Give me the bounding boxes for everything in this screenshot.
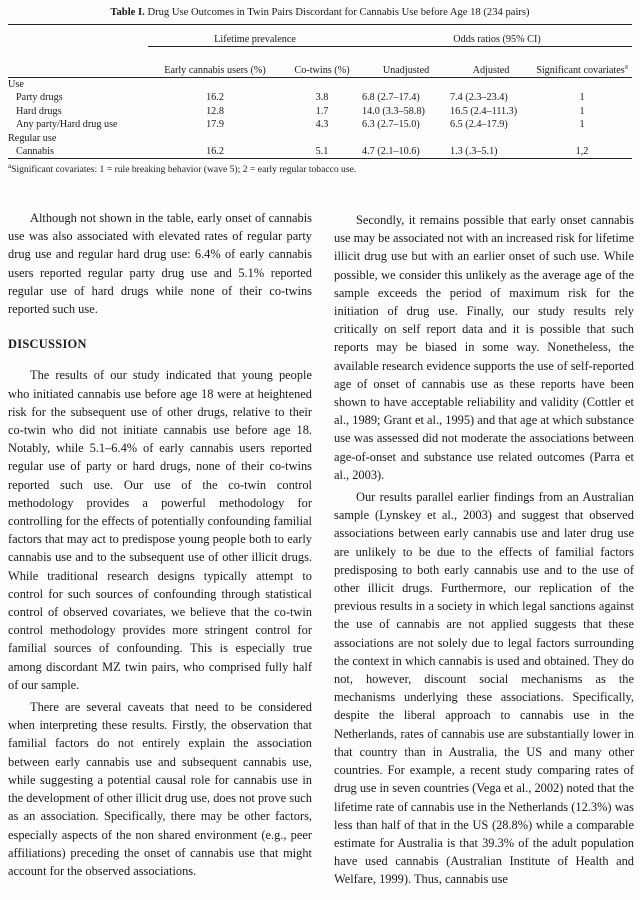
table-row <box>8 145 632 159</box>
group-header-lifetime: Lifetime prevalence <box>148 25 362 47</box>
cell-early: 17.9 <box>206 119 224 131</box>
cell-unadjusted: 14.0 (3.3–58.8) <box>362 105 425 117</box>
table-row <box>8 91 632 104</box>
table-footnote: $^a$Significant covariates: 1 = rule breaking behavior (wave 5); 2 = early regular tobacco use. <box>8 162 357 176</box>
row-label: Any party/Hard drug use <box>16 119 118 131</box>
paragraph: Our results parallel earlier findings from an Australian sample (Lynskey et al., 2003) and suggest that observed associations between early cannabis use and later drug use are unlikely to be due to the effects of familial factors predisposing to both early cannabis use and to the use of other illicit drugs. Furthermore, our replication of the previous results in a society in which legal sanctions against the use of cannabis are not applied suggests that these associations are not solely due to legal factors surrounding the context in which cannabis is used and obtained. They do not, however, discount social mechanisms as the mechanisms underlying these associations. Specifically, despite the liberal approach to cannabis use in the Netherlands, rates of cannabis use are substantially lower in that country than in Australia, the US and many other countries. For example, a recent study comparing rates of drug use in seven countries (Vega et al., 2002) noted that the lifetime rate of cannabis use in the Netherlands (12.3%) was less than half of that in the US (28.8%) while a comparable estimate for Australia is that 39.3% of the adult population have used cannabis (Australian Institute of Health and Welfare, 1999). Thus, cannabis use <box>334 490 634 887</box>
cell-adjusted: 7.4 (2.3–23.4) <box>450 92 508 104</box>
cell-early: 16.2 <box>148 145 282 159</box>
col-header-adjusted: Adjusted <box>450 47 532 78</box>
cell-cotwins: 5.1 <box>282 145 362 159</box>
row-label: Cannabis <box>8 145 148 159</box>
cell-early: 16.2 <box>206 92 224 104</box>
row-label: Party drugs <box>16 92 63 104</box>
table-body <box>8 25 632 159</box>
cell-adjusted: 16.5 (2.4–111.3) <box>450 105 518 117</box>
group-header-odds: Odds ratios (95% CI) <box>362 25 632 47</box>
col-header-cotwins: Co-twins (%) <box>282 47 362 78</box>
cell-significant: 1,2 <box>532 145 632 159</box>
cell-cotwins: 1.7 <box>315 105 329 117</box>
section-label-regular: Regular use <box>8 132 57 144</box>
left-column <box>8 209 312 880</box>
paragraph: The results of our study indicated that young people who initiated cannabis use before age 18 were at heightened risk for the subsequent use of other drugs, relative to their co-twin who did not initiate cannabis use before age 18. Notably, while 5.1–6.4% of early cannabis users reported regular use of party or hard drugs, none of their co-twins reported such use. Our use of the co-twin control methodology provides a powerful methodology for controlling for the effects of potentially confounding familial factors that may act to predispose young people both to early cannabis use and to the subsequent use of other illicit drugs. While traditional research designs typically attempt to control for such sources of confounding through statistical control of observed covariates, we believe that the co-twin control methodology provides more stringent control for familial sources of confounding. This is especially true among discordant MZ twin pairs, who comprised fully half of our sample. <box>8 368 312 692</box>
paragraph: Secondly, it remains possible that early onset cannabis use may be associated not with an increased risk for lifetime illicit drug use but with an earlier onset of such use. While possible, we consider this unlikely as the average age of the sample exceeds the period of maximum risk for the initiation of drug use. Finally, our study results rely critically on self report data and it is possible that such reports may be biased in some way. Nonetheless, the available research evidence supports the use of self-reported age of onset of cannabis use as these reports have been shown to have acceptable reliability and validity (Cottler et al., 1989; Grant et al., 1995) and that age at which substance use was assessed did not moderate the associations between age-of-onset and substance use related outcomes (Parra et al., 2003). <box>334 213 634 482</box>
paragraph: There are several caveats that need to be considered when interpreting these results. Firstly, the observation that familial factors do not entirely explain the association between early cannabis use and subsequent cannabis use, while suggesting a potential causal role for cannabis use in the development of other illicit drug use, does not prove such as an association. Specifically, there may be other factors, especially aspects of the non shared environment (e.g., peer affiliations) preceding the onset of cannabis use that might account for the observed associations. <box>8 700 312 878</box>
table-number: Table I. <box>110 7 145 18</box>
section-label-use: Use <box>8 79 24 90</box>
cell-significant: 1 <box>579 92 585 104</box>
col-header-early: Early cannabis users (%) <box>148 47 282 78</box>
table-caption <box>8 6 632 25</box>
col-header-significant: Significant covariates$^a$ <box>532 47 632 78</box>
cell-significant: 1 <box>579 105 585 117</box>
section-heading: DISCUSSION <box>8 337 87 352</box>
cell-cotwins: 4.3 <box>315 119 329 131</box>
drug-use-table <box>8 6 632 176</box>
cell-early: 12.8 <box>206 105 224 117</box>
table-row <box>8 118 632 131</box>
col-header-unadjusted: Unadjusted <box>362 47 450 78</box>
row-label: Hard drugs <box>16 105 62 117</box>
cell-unadjusted: 6.8 (2.7–17.4) <box>362 92 420 104</box>
cell-unadjusted: 6.3 (2.7–15.0) <box>362 119 420 131</box>
cell-cotwins: 3.8 <box>315 92 329 104</box>
right-column <box>334 211 634 889</box>
cell-unadjusted: 4.7 (2.1–10.6) <box>362 145 450 159</box>
paragraph: Although not shown in the table, early onset of cannabis use was also associated with elevated rates of regular party drug use and regular hard drug use: 6.4% of early cannabis users reported regular party drug use and 5.1% reported regular use of hard drugs while none of their co-twins reported such use. <box>8 211 312 317</box>
table-row <box>8 105 632 118</box>
table-title: Drug Use Outcomes in Twin Pairs Discordant for Cannabis Use before Age 18 (234 pairs) <box>147 7 530 18</box>
cell-adjusted: 6.5 (2.4–17.9) <box>450 119 508 131</box>
cell-significant: 1 <box>579 119 585 131</box>
cell-adjusted: 1.3 (.3–5.1) <box>450 145 532 159</box>
